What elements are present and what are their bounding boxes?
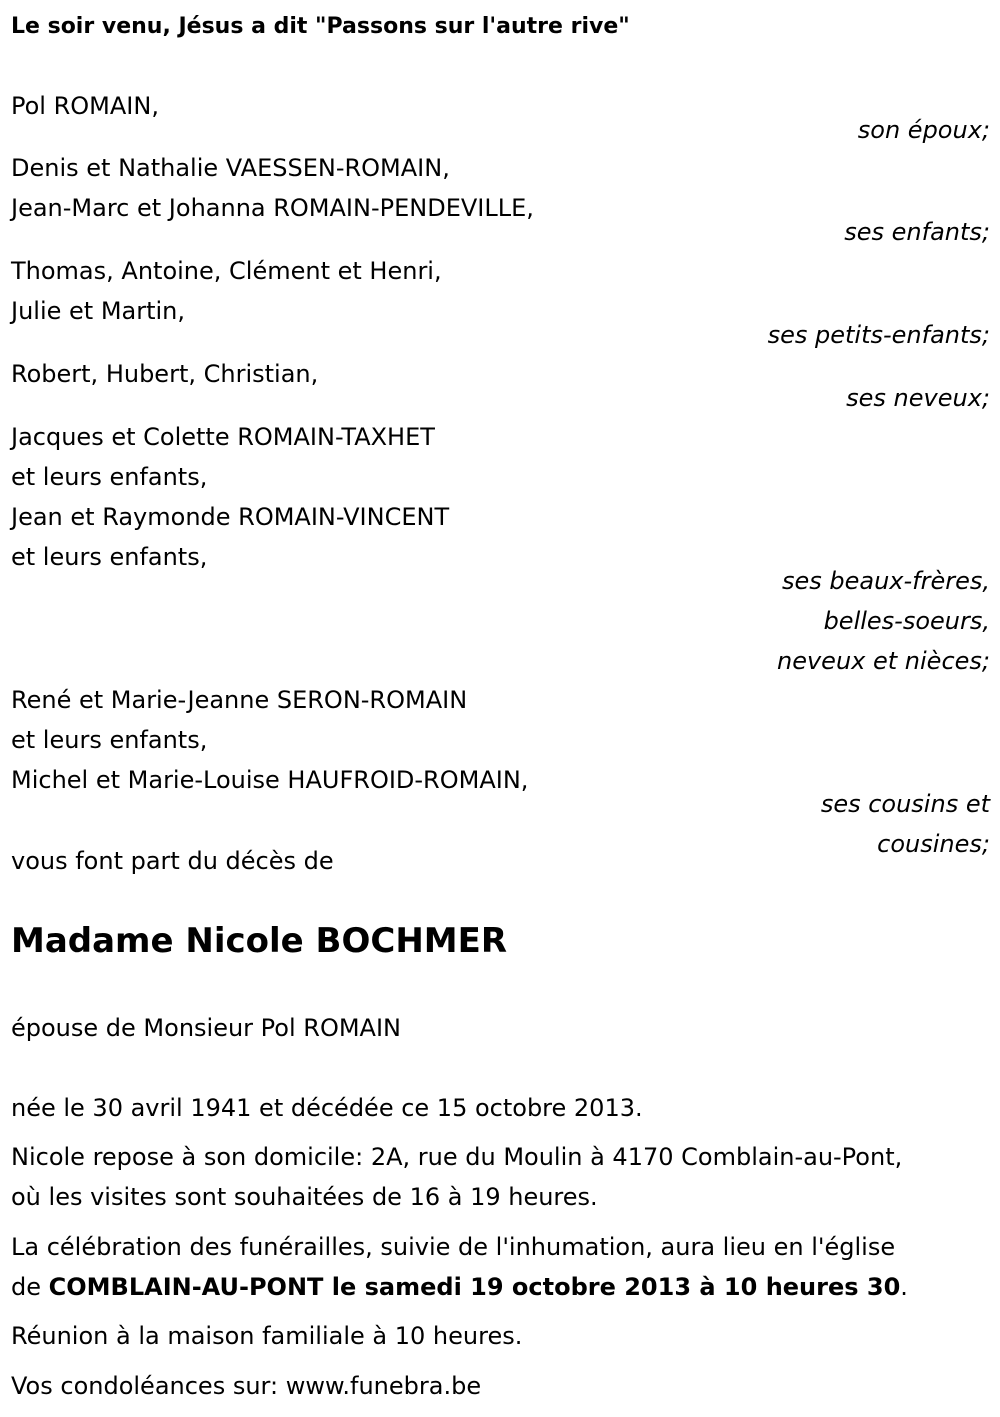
family-line-grandchildren-1: Thomas, Antoine, Clément et Henri,: [11, 257, 442, 285]
rest-location-line-2: où les visites sont souhaitées de 16 à 19 heures.: [11, 1183, 598, 1211]
relation-nephews: ses neveux;: [846, 384, 990, 412]
relation-children: ses enfants;: [844, 218, 990, 246]
announcement-intro: vous font part du décès de: [11, 847, 334, 875]
reunion-line: Réunion à la maison familiale à 10 heures.: [11, 1322, 523, 1350]
family-line-grandchildren-2: Julie et Martin,: [11, 297, 186, 325]
deceased-name: Madame Nicole BOCHMER: [11, 921, 508, 961]
bible-verse: Le soir venu, Jésus a dit "Passons sur l'autre rive": [11, 14, 630, 39]
relation-inlaws-3: neveux et nièces;: [777, 647, 990, 675]
family-line-inlaws-1: Jacques et Colette ROMAIN-TAXHET: [11, 423, 435, 451]
relation-inlaws-2: belles-soeurs,: [823, 607, 990, 635]
family-line-spouse: Pol ROMAIN,: [11, 92, 159, 120]
relation-cousins-1: ses cousins et: [820, 790, 990, 818]
rest-location-line-1: Nicole repose à son domicile: 2A, rue du Moulin à 4170 Comblain-au-Pont,: [11, 1143, 903, 1171]
family-line-cousins-3: Michel et Marie-Louise HAUFROID-ROMAIN,: [11, 766, 529, 794]
relation-spouse: son époux;: [857, 116, 990, 144]
family-line-cousins-2: et leurs enfants,: [11, 726, 208, 754]
funeral-prefix: de: [11, 1273, 49, 1301]
family-line-children-1: Denis et Nathalie VAESSEN-ROMAIN,: [11, 154, 450, 182]
family-line-cousins-1: René et Marie-Jeanne SERON-ROMAIN: [11, 686, 468, 714]
family-line-children-2: Jean-Marc et Johanna ROMAIN-PENDEVILLE,: [11, 194, 534, 222]
family-line-inlaws-4: et leurs enfants,: [11, 543, 208, 571]
funeral-suffix: .: [900, 1273, 908, 1301]
birth-death-dates: née le 30 avril 1941 et décédée ce 15 octobre 2013.: [11, 1094, 643, 1122]
funeral-line-2: [11, 1272, 908, 1302]
spouse-of-line: épouse de Monsieur Pol ROMAIN: [11, 1014, 401, 1042]
relation-grandchildren: ses petits-enfants;: [767, 321, 990, 349]
family-line-inlaws-2: et leurs enfants,: [11, 463, 208, 491]
relation-inlaws-1: ses beaux-frères,: [781, 567, 990, 595]
family-line-nephews: Robert, Hubert, Christian,: [11, 360, 319, 388]
family-line-inlaws-3: Jean et Raymonde ROMAIN-VINCENT: [11, 503, 450, 531]
relation-cousins-2: cousines;: [877, 830, 990, 858]
funeral-line-1: La célébration des funérailles, suivie de l'inhumation, aura lieu en l'église: [11, 1233, 896, 1261]
condolences-line: Vos condoléances sur: www.funebra.be: [11, 1372, 482, 1400]
funeral-details: COMBLAIN-AU-PONT le samedi 19 octobre 2013 à 10 heures 30: [48, 1273, 901, 1301]
